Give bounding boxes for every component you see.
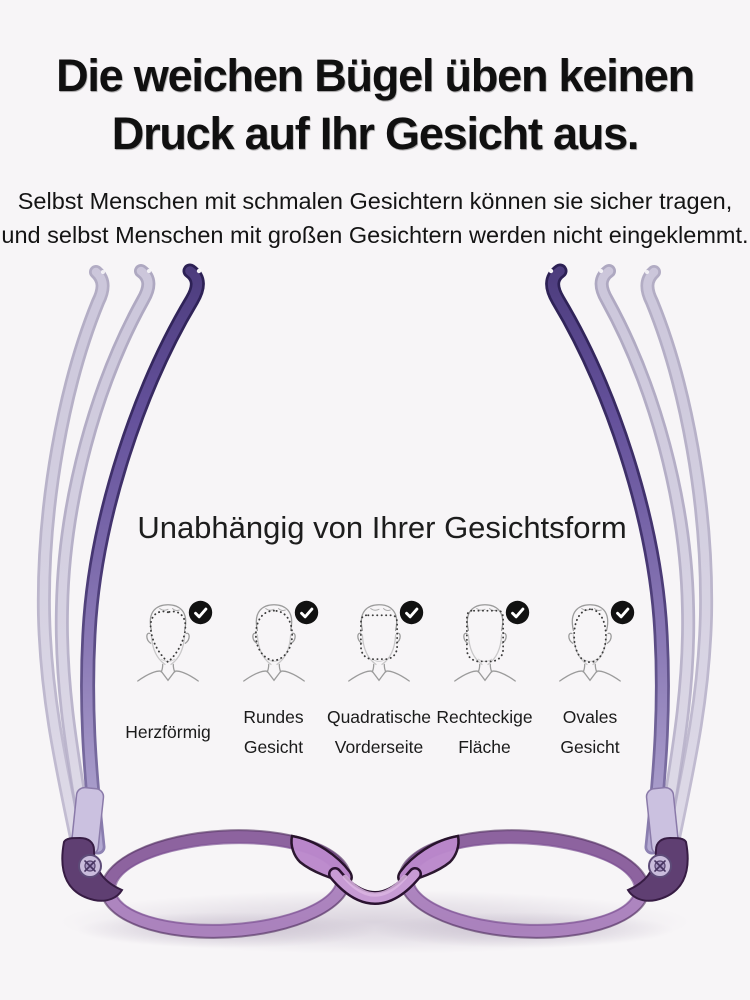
face-label-line-1: Quadratische	[326, 707, 432, 727]
face-label	[125, 702, 211, 762]
page-subtitle	[0, 184, 750, 252]
face-label-line-2: Fläche	[458, 737, 511, 757]
face-section-heading: Unabhängig von Ihrer Gesichtsform	[137, 510, 627, 545]
check-icon	[504, 599, 531, 626]
page-title	[0, 47, 750, 163]
face-label-line-1: Herzförmig	[125, 722, 211, 742]
face-label	[560, 702, 619, 762]
temple-arms-right	[549, 269, 706, 852]
subtitle-line-2: und selbst Menschen mit großen Gesichtern werden nicht eingeklemmt.	[1, 222, 749, 248]
check-icon	[398, 599, 425, 626]
face-label-line-2: Vorderseite	[334, 737, 424, 757]
face-art	[449, 600, 521, 686]
check-icon	[293, 599, 320, 626]
face-item-heart	[118, 600, 218, 762]
face-label-line-1: Rundes	[243, 707, 304, 727]
face-label	[436, 702, 532, 762]
face-art	[343, 600, 415, 686]
face-label-line-2: Gesicht	[243, 737, 304, 757]
title-line-1: Die weichen Bügel üben keinen	[56, 50, 694, 101]
face-art	[132, 600, 204, 686]
face-item-rectangle	[435, 600, 535, 762]
face-item-square	[326, 600, 432, 762]
subtitle-line-1: Selbst Menschen mit schmalen Gesichtern können sie sicher tragen,	[17, 188, 733, 214]
face-label	[327, 702, 431, 762]
check-icon	[187, 599, 214, 626]
face-art	[238, 600, 310, 686]
title-line-2: Druck auf Ihr Gesicht aus.	[111, 108, 639, 159]
face-label-line-1: Ovales	[562, 707, 618, 727]
face-item-round	[224, 600, 324, 762]
face-label-line-2: Gesicht	[560, 737, 620, 757]
nose-bridge	[291, 836, 458, 898]
face-item-oval	[540, 600, 640, 762]
temple-arms-left	[44, 269, 201, 852]
face-shapes-row	[118, 600, 640, 762]
face-label	[243, 702, 303, 762]
face-label-line-1: Rechteckige	[436, 707, 533, 727]
face-art	[554, 600, 626, 686]
check-icon	[609, 599, 636, 626]
